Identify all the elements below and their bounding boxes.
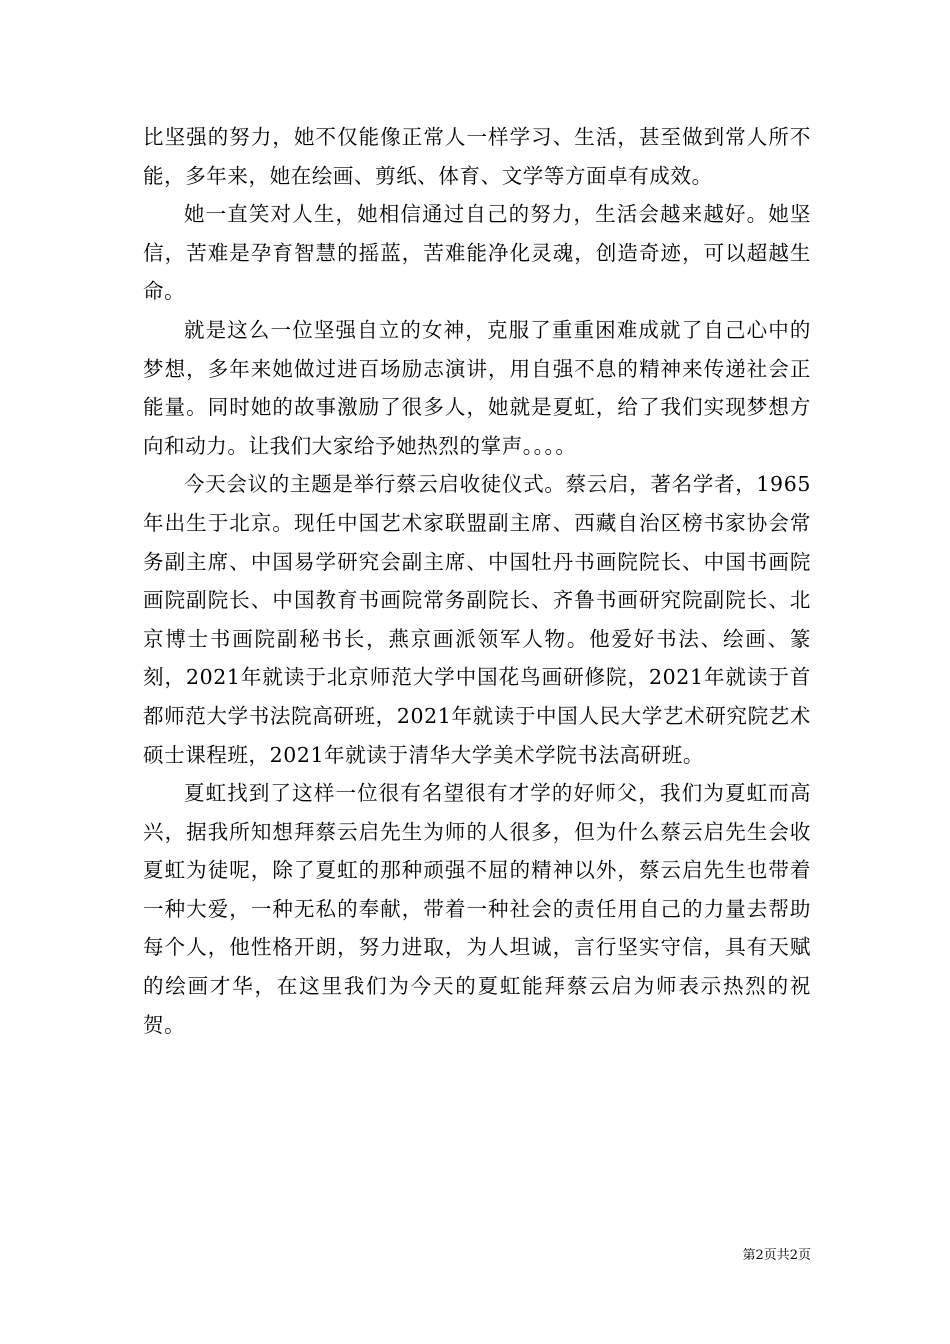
- paragraph: 夏虹找到了这样一位很有名望很有才学的好师父，我们为夏虹而高兴，据我所知想拜蔡云启先生为师的人很多，但为什么蔡云启先生会收夏虹为徒呢，除了夏虹的那种顽强不屈的精神以外，蔡云启先生也带着一种大爱，一种无私的奉献，带着一种社会的责任用自己的力量去帮助每个人，他性格开朗，努力进取，为人坦诚，言行坚实守信，具有天赋的绘画才华，在这里我们为今天的夏虹能拜蔡云启为师表示热烈的祝贺。: [143, 781, 811, 1037]
- paragraph: 今天会议的主题是举行蔡云启收徒仪式。蔡云启，著名学者，1965年出生于北京。现任中国艺术家联盟副主席、西藏自治区榜书家协会常务副主席、中国易学研究会副主席、中国牡丹书画院院长、中国书画院画院副院长、中国教育书画院常务副院长、齐鲁书画研究院副院长、北京博士书画院副秘书长，燕京画派领军人物。他爱好书法、绘画、篆刻，2021年就读于北京师范大学中国花鸟画研修院，2021年就读于首都师范大学书法院高研班，2021年就读于中国人民大学艺术研究院艺术硕士课程班，2021年就读于清华大学美术学院书法高研班。: [143, 472, 811, 767]
- paragraph: 就是这么一位坚强自立的女神，克服了重重困难成就了自己心中的梦想，多年来她做过进百场励志演讲，用自强不息的精神来传递社会正能量。同时她的故事激励了很多人，她就是夏虹，给了我们实现梦想方向和动力。让我们大家给予她热烈的掌声。。。。: [143, 317, 811, 458]
- paragraph-continued: 比坚强的努力，她不仅能像正常人一样学习、生活，甚至做到常人所不能，多年来，她在绘画、剪纸、体育、文学等方面卓有成效。: [143, 125, 811, 188]
- paragraph: 她一直笑对人生，她相信通过自己的努力，生活会越来越好。她坚信，苦难是孕育智慧的摇蓝，苦难能净化灵魂，创造奇迹，可以超越生命。: [143, 202, 811, 304]
- page-number-footer: 第2页共2页: [742, 1248, 811, 1263]
- document-body: [143, 118, 811, 1044]
